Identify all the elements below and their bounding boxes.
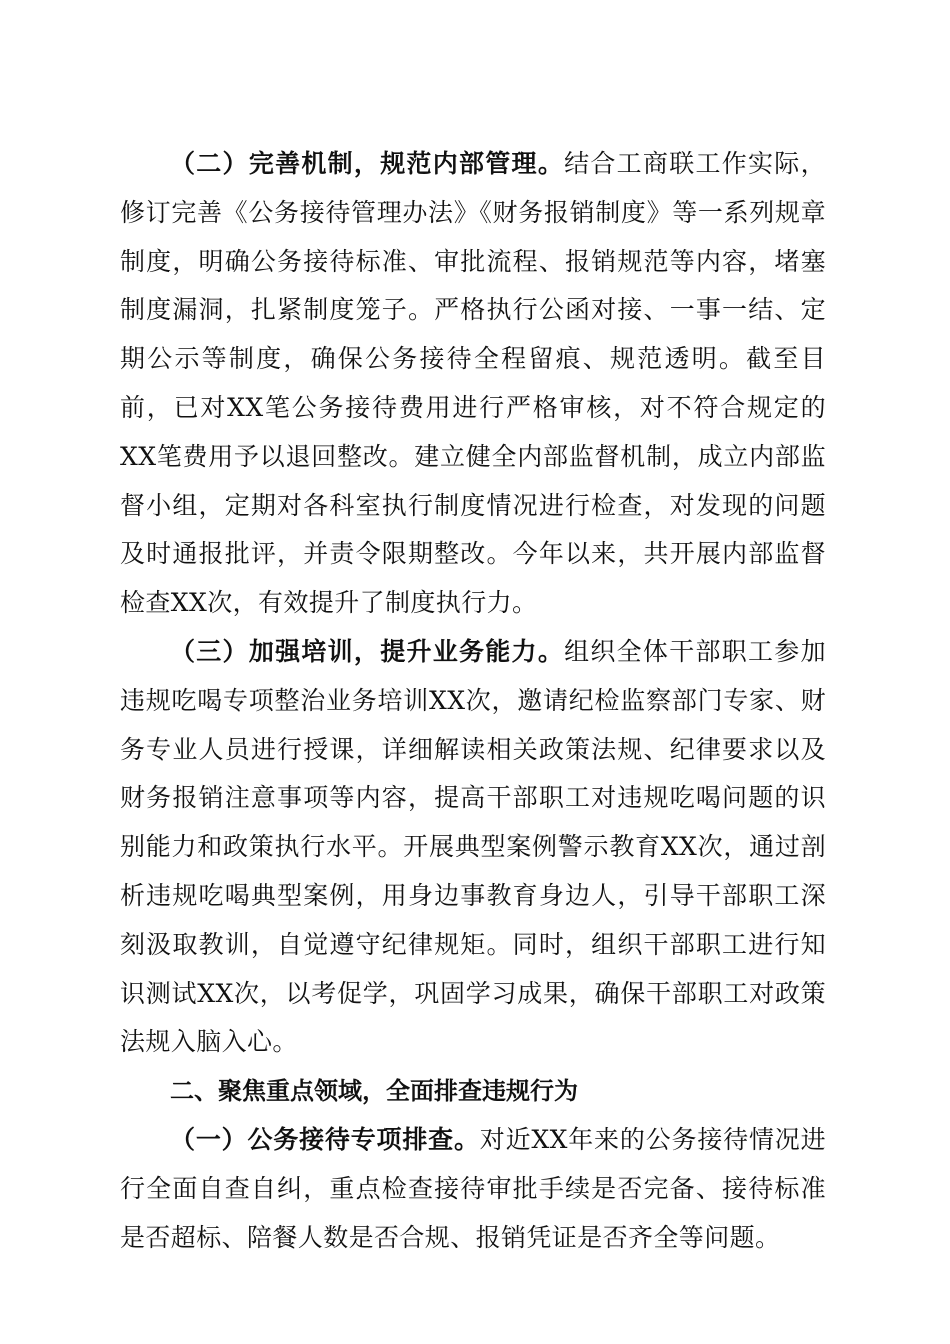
paragraph-body: 组织全体干部职工参加违规吃喝专项整治业务培训XX次，邀请纪检监察部门专家、财务专业人员进行授课，详细解读相关政策法规、纪律要求以及财务报销注意事项等内容，提高干部职工对违规吃喝问题的识别能力和政策执行水平。开展典型案例警示教育XX次，通过剖析违规吃喝典型案例，用身边事教育身边人，引导干部职工深刻汲取教训，自觉遵守纪律规矩。同时，组织干部职工进行知识测试XX次，以考促学，巩固学习成果，确保干部职工对政策法规入脑入心。 <box>120 636 826 1057</box>
paragraph-lead: （二）完善机制，规范内部管理。 <box>170 149 565 178</box>
document-page <box>120 140 826 1262</box>
paragraph-body: 结合工商联工作实际，修订完善《公务接待管理办法》《财务报销制度》等一系列规章制度，明确公务接待标准、审批流程、报销规范等内容，堵塞制度漏洞，扎紧制度笼子。严格执行公函对接、一事一结、定期公示等制度，确保公务接待全程留痕、规范透明。截至目前，已对XX笔公务接待费用进行严格审核，对不符合规定的XX笔费用予以退回整改。建立健全内部监督机制，成立内部监督小组，定期对各科室执行制度情况进行检查，对发现的问题及时通报批评，并责令限期整改。今年以来，共开展内部监督检查XX次，有效提升了制度执行力。 <box>120 149 826 618</box>
paragraph-lead: （三）加强培训，提升业务能力。 <box>170 636 565 666</box>
section-heading: 二、聚焦重点领域，全面排查违规行为 <box>170 1077 578 1106</box>
paragraph-improve-mechanism <box>120 140 826 628</box>
paragraph-lead: （一）公务接待专项排查。 <box>170 1124 480 1154</box>
paragraph-training <box>120 628 826 1067</box>
paragraph-body: 对近XX年来的公务接待情况进行全面自查自纠，重点检查接待审批手续是否完备、接待标准是否超标、陪餐人数是否合规、报销凭证是否齐全等问题。 <box>120 1124 826 1252</box>
paragraph-reception-inspection <box>120 1116 826 1262</box>
